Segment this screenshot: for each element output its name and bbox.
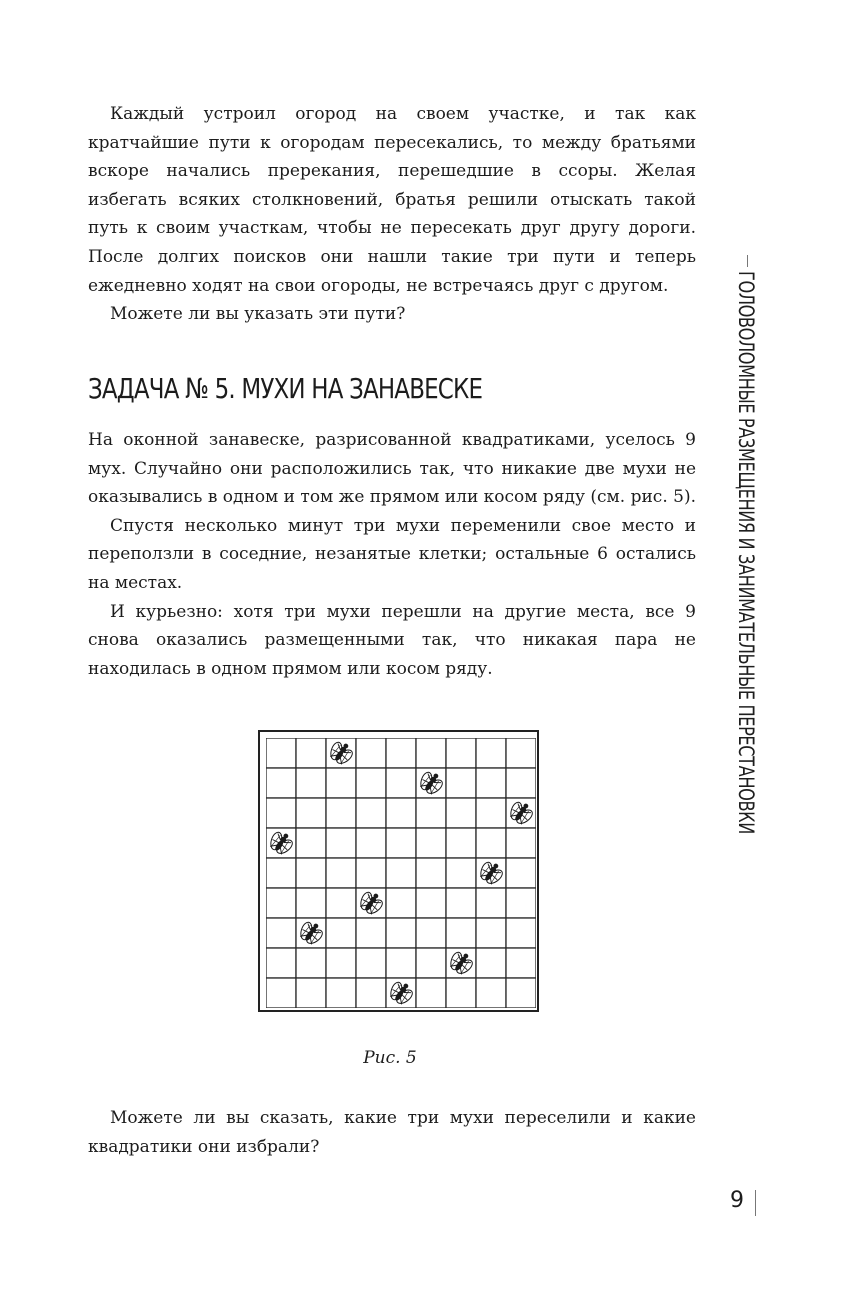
grid-cell <box>266 888 296 918</box>
grid-cell <box>326 948 356 978</box>
grid-cell <box>296 948 326 978</box>
figure-5-curtain-grid <box>258 730 539 1012</box>
grid-cell <box>356 738 386 768</box>
grid-cell <box>506 768 536 798</box>
grid-cell <box>296 858 326 888</box>
grid-cell <box>446 858 476 888</box>
grid-cell <box>506 738 536 768</box>
grid-cell <box>266 858 296 888</box>
grid-cell <box>266 738 296 768</box>
intro-text <box>88 100 696 329</box>
grid-cell <box>386 738 416 768</box>
grid-cell <box>506 978 536 1008</box>
grid-cell <box>416 738 446 768</box>
grid-cell <box>386 828 416 858</box>
grid-cell <box>326 978 356 1008</box>
grid-cell <box>416 948 446 978</box>
grid-cell <box>356 918 386 948</box>
grid-cell <box>356 978 386 1008</box>
grid-cell <box>386 798 416 828</box>
grid-cell <box>296 888 326 918</box>
grid-cell <box>446 918 476 948</box>
grid-cell <box>326 828 356 858</box>
grid-cell <box>266 798 296 828</box>
grid-cell <box>446 768 476 798</box>
grid-cell <box>476 888 506 918</box>
grid-cell <box>476 738 506 768</box>
grid-cell <box>446 888 476 918</box>
grid-cell <box>416 888 446 918</box>
grid-cell <box>356 858 386 888</box>
grid-cell <box>476 828 506 858</box>
grid-cell <box>326 768 356 798</box>
grid-cell <box>386 858 416 888</box>
running-head <box>730 255 766 915</box>
grid-cell <box>476 948 506 978</box>
intro-paragraph: Каждый устроил огород на своем участке, и так как кратчайшие пути к огородам пересекались, то между братьями вскоре начались пререкания, перешедшие в ссоры. Желая избегать всяких столкновений, братья решили отыскать такой путь к своим участкам, чтобы не пересекать друг другу дороги. После долгих поисков они нашли такие три пути и теперь ежедневно ходят на свои огороды, не встречаясь друг с другом. <box>88 104 696 296</box>
grid-cell <box>446 978 476 1008</box>
grid-cell <box>356 948 386 978</box>
grid-cell <box>446 738 476 768</box>
problem-paragraph-3: И курьезно: хотя три мухи перешли на другие места, все 9 снова оказались размещенными так, что никакая пара не находилась в одном прямом или косом ряду. <box>88 601 696 679</box>
grid-cell <box>266 768 296 798</box>
grid-cell <box>326 858 356 888</box>
grid-cell <box>266 918 296 948</box>
grid-cell <box>476 768 506 798</box>
grid-cell <box>416 918 446 948</box>
grid-cell <box>506 888 536 918</box>
problem-paragraph-2: Спустя несколько минут три мухи переменили свое место и переползли в соседние, незанятые клетки; остальные 6 остались на местах. <box>88 515 696 593</box>
grid-cell <box>446 798 476 828</box>
grid-cell <box>416 978 446 1008</box>
grid-cell <box>476 978 506 1008</box>
grid-cell <box>326 918 356 948</box>
grid-cell <box>506 918 536 948</box>
grid-cell <box>326 888 356 918</box>
grid-cell <box>416 798 446 828</box>
grid-cell <box>266 978 296 1008</box>
grid-cell <box>506 948 536 978</box>
grid-cell <box>416 858 446 888</box>
grid-cell <box>386 918 416 948</box>
intro-question: Можете ли вы указать эти пути? <box>110 304 406 325</box>
grid-cell <box>476 798 506 828</box>
grid-cell <box>416 828 446 858</box>
grid-cell <box>506 828 536 858</box>
closing-question: Можете ли вы сказать, какие три мухи переселили и какие квадратики они избрали? <box>88 1108 696 1157</box>
grid-cell <box>296 798 326 828</box>
grid-cell <box>476 918 506 948</box>
closing-text <box>88 1104 696 1161</box>
grid-cell <box>386 888 416 918</box>
grid-cell <box>296 738 326 768</box>
fly-grid <box>266 738 536 1008</box>
problem-text <box>88 426 696 683</box>
grid-cell <box>356 828 386 858</box>
grid-cell <box>266 948 296 978</box>
grid-cell <box>356 768 386 798</box>
grid-cell <box>446 828 476 858</box>
grid-cell <box>296 768 326 798</box>
page-number: 9 <box>730 1188 744 1213</box>
grid-cell <box>296 978 326 1008</box>
problem-paragraph-1: На оконной занавеске, разрисованной квадратиками, уселось 9 мух. Случайно они расположились так, что никакие две мухи не оказывались в одном и том же прямом или косом ряду (см. рис. 5). <box>88 430 696 508</box>
running-head-rule <box>747 255 748 267</box>
grid-cell <box>386 948 416 978</box>
grid-cell <box>386 768 416 798</box>
grid-cell <box>296 828 326 858</box>
running-head-text: ГОЛОВОЛОМНЫЕ РАЗМЕЩЕНИЯ И ЗАНИМАТЕЛЬНЫЕ ПЕРЕСТАНОВКИ <box>734 271 758 834</box>
grid-cell <box>326 798 356 828</box>
grid-cell <box>356 798 386 828</box>
page-number-rule <box>755 1190 756 1216</box>
section-title: ЗАДАЧА № 5. МУХИ НА ЗАНАВЕСКЕ <box>88 372 483 405</box>
grid-cell <box>506 858 536 888</box>
figure-caption: Рис. 5 <box>363 1048 417 1068</box>
